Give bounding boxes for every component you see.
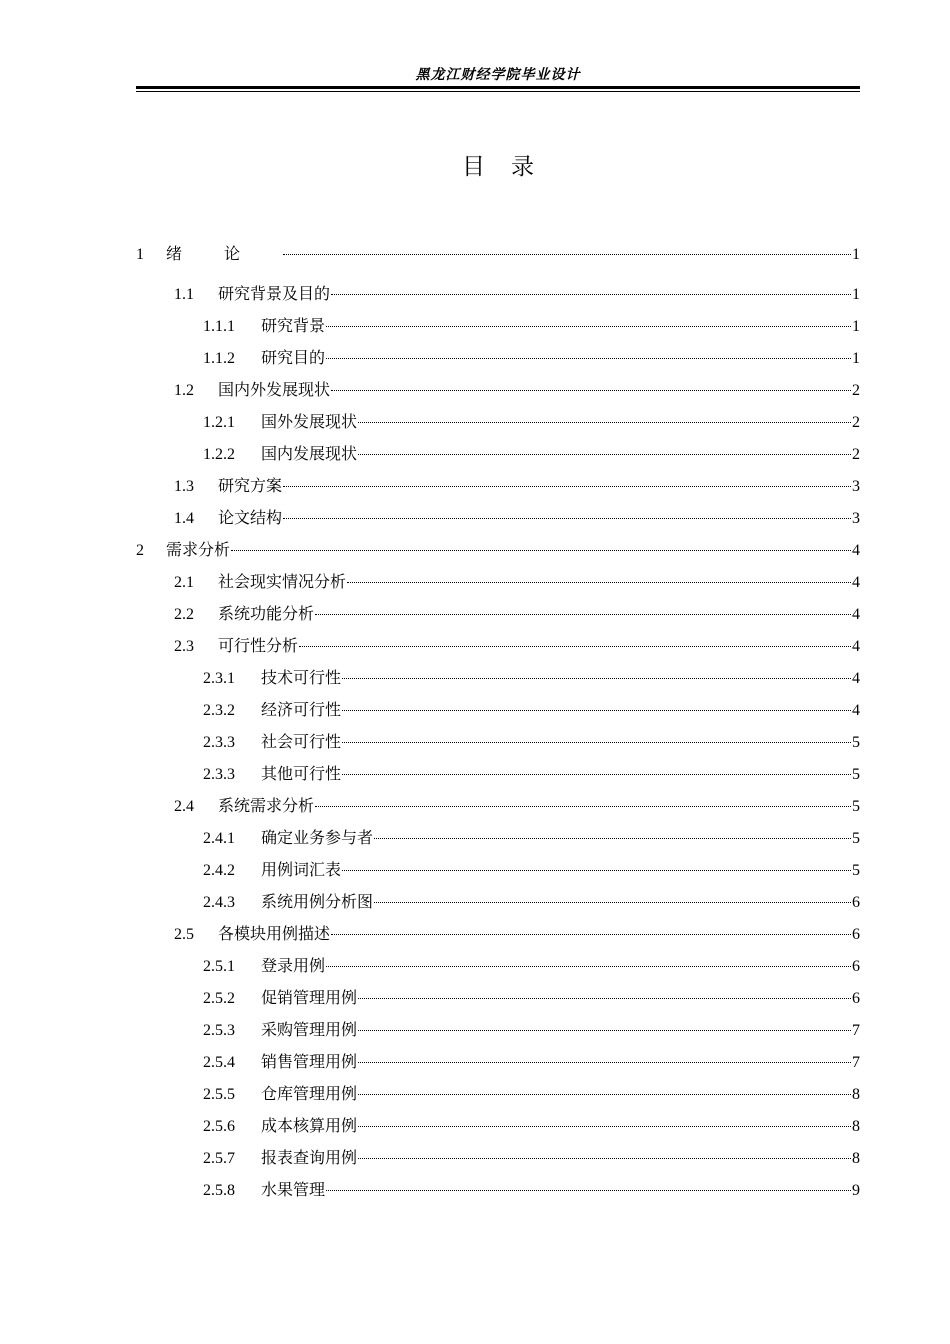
toc-entry-number: 2.3.3 — [203, 766, 235, 783]
toc-dot-leader — [342, 710, 851, 711]
toc-entry[interactable] — [136, 822, 860, 854]
toc-dot-leader — [326, 326, 851, 327]
toc-entry-title: 各模块用例描述 — [218, 924, 331, 943]
toc-entry-number: 1 — [136, 246, 144, 263]
toc-entry-page: 5 — [852, 734, 860, 751]
toc-entry[interactable] — [136, 1046, 860, 1078]
toc-entry-page: 1 — [852, 318, 860, 335]
toc-entry-number: 1.1.2 — [203, 350, 235, 367]
toc-entry-page: 8 — [852, 1118, 860, 1135]
toc-entry[interactable] — [136, 982, 860, 1014]
toc-entry-number: 2 — [136, 542, 144, 559]
toc-entry[interactable] — [136, 502, 860, 534]
toc-entry-page: 4 — [852, 574, 860, 591]
toc-entry-title: 论文结构 — [218, 508, 283, 527]
toc-entry[interactable] — [136, 694, 860, 726]
toc-dot-leader — [342, 870, 851, 871]
toc-entry-page: 3 — [852, 478, 860, 495]
toc-entry-page: 6 — [852, 894, 860, 911]
toc-dot-leader — [358, 1094, 851, 1095]
header-rule-thick — [136, 86, 860, 89]
toc-entry-title: 确定业务参与者 — [261, 828, 374, 847]
header-rule-thin — [136, 91, 860, 92]
toc-entry-title: 绪论 — [166, 244, 283, 263]
toc-entry-page: 4 — [852, 702, 860, 719]
toc-entry-number: 2.5.8 — [203, 1182, 235, 1199]
toc-entry-page: 5 — [852, 798, 860, 815]
toc-entry-page: 5 — [852, 766, 860, 783]
toc-entry-number: 2.5.3 — [203, 1022, 235, 1039]
toc-entry-title: 国内发展现状 — [261, 444, 358, 463]
toc-dot-leader — [315, 806, 851, 807]
toc-dot-leader — [326, 966, 851, 967]
toc-dot-leader — [358, 1126, 851, 1127]
toc-entry-page: 7 — [852, 1054, 860, 1071]
toc-entry-number: 1.2 — [174, 382, 194, 399]
toc-dot-leader — [342, 678, 851, 679]
toc-entry-title: 研究背景及目的 — [218, 284, 331, 303]
toc-entry-title: 系统用例分析图 — [261, 892, 374, 911]
toc-entry[interactable] — [136, 1142, 860, 1174]
toc-entry-page: 4 — [852, 542, 860, 559]
toc-entry-number: 2.4.2 — [203, 862, 235, 879]
toc-entry-title: 社会可行性 — [261, 732, 342, 751]
toc-entry-number: 2.4 — [174, 798, 194, 815]
toc-entry-title: 销售管理用例 — [261, 1052, 358, 1071]
toc-entry[interactable] — [136, 886, 860, 918]
toc-dot-leader — [358, 454, 851, 455]
toc-entry-title: 其他可行性 — [261, 764, 342, 783]
toc-entry[interactable] — [136, 630, 860, 662]
toc-dot-leader — [374, 902, 851, 903]
toc-entry-title: 研究方案 — [218, 476, 283, 495]
toc-entry-title: 登录用例 — [261, 956, 326, 975]
toc-entry[interactable] — [136, 950, 860, 982]
toc-dot-leader — [283, 486, 851, 487]
toc-entry-title: 需求分析 — [166, 540, 231, 559]
toc-entry-page: 5 — [852, 862, 860, 879]
toc-dot-leader — [315, 614, 851, 615]
toc-entry[interactable] — [136, 374, 860, 406]
toc-dot-leader — [358, 1030, 851, 1031]
toc-entry-number: 2.5.1 — [203, 958, 235, 975]
toc-entry[interactable] — [136, 470, 860, 502]
toc-entry-number: 2.5.6 — [203, 1118, 235, 1135]
toc-dot-leader — [374, 838, 851, 839]
table-of-contents — [136, 238, 860, 1206]
toc-entry[interactable] — [136, 1110, 860, 1142]
toc-entry[interactable] — [136, 918, 860, 950]
toc-entry-number: 2.4.1 — [203, 830, 235, 847]
toc-entry-title: 系统功能分析 — [218, 604, 315, 623]
toc-entry[interactable] — [136, 278, 860, 310]
toc-entry-number: 1.2.1 — [203, 414, 235, 431]
toc-entry-page: 4 — [852, 638, 860, 655]
toc-entry[interactable] — [136, 310, 860, 342]
toc-entry-title: 技术可行性 — [261, 668, 342, 687]
toc-entry[interactable] — [136, 726, 860, 758]
toc-dot-leader — [326, 1190, 851, 1191]
toc-entry-number: 2.3.2 — [203, 702, 235, 719]
toc-entry-title: 水果管理 — [261, 1180, 326, 1199]
toc-entry-title: 国内外发展现状 — [218, 380, 331, 399]
toc-entry-title: 社会现实情况分析 — [218, 572, 347, 591]
toc-entry[interactable] — [136, 566, 860, 598]
toc-entry-page: 8 — [852, 1150, 860, 1167]
toc-entry-number: 2.5.4 — [203, 1054, 235, 1071]
toc-entry[interactable] — [136, 662, 860, 694]
toc-dot-leader — [326, 358, 851, 359]
toc-dot-leader — [283, 518, 851, 519]
toc-entry-number: 1.1.1 — [203, 318, 235, 335]
toc-entry-page: 2 — [852, 382, 860, 399]
toc-entry-page: 2 — [852, 446, 860, 463]
toc-entry[interactable] — [136, 438, 860, 470]
toc-dot-leader — [358, 1062, 851, 1063]
toc-entry-page: 1 — [852, 286, 860, 303]
toc-dot-leader — [331, 934, 851, 935]
toc-dot-leader — [347, 582, 851, 583]
toc-entry-number: 2.5.2 — [203, 990, 235, 1007]
toc-title: 目录 — [462, 154, 560, 180]
toc-entry[interactable] — [136, 534, 860, 566]
toc-entry-title: 系统需求分析 — [218, 796, 315, 815]
toc-entry-title: 研究目的 — [261, 348, 326, 367]
running-header: 黑龙江财经学院毕业设计 — [415, 67, 581, 83]
toc-entry-page: 6 — [852, 926, 860, 943]
toc-entry-page: 8 — [852, 1086, 860, 1103]
toc-entry[interactable] — [136, 790, 860, 822]
toc-entry-title: 研究背景 — [261, 316, 326, 335]
toc-entry-page: 9 — [852, 1182, 860, 1199]
toc-entry-title: 国外发展现状 — [261, 412, 358, 431]
toc-entry-title: 成本核算用例 — [261, 1116, 358, 1135]
toc-entry-number: 2.2 — [174, 606, 194, 623]
toc-entry-page: 7 — [852, 1022, 860, 1039]
toc-entry[interactable] — [136, 758, 860, 790]
toc-entry-number: 2.4.3 — [203, 894, 235, 911]
toc-dot-leader — [299, 646, 851, 647]
toc-dot-leader — [331, 390, 851, 391]
toc-entry-page: 6 — [852, 990, 860, 1007]
toc-entry[interactable] — [136, 598, 860, 630]
toc-entry-title: 采购管理用例 — [261, 1020, 358, 1039]
toc-entry-number: 2.3.1 — [203, 670, 235, 687]
toc-entry[interactable] — [136, 1014, 860, 1046]
toc-entry-title: 报表查询用例 — [261, 1148, 358, 1167]
toc-entry-page: 1 — [852, 350, 860, 367]
toc-entry-page: 2 — [852, 414, 860, 431]
toc-dot-leader — [358, 1158, 851, 1159]
toc-entry[interactable] — [136, 854, 860, 886]
toc-entry-number: 1.1 — [174, 286, 194, 303]
toc-dot-leader — [331, 294, 851, 295]
toc-entry-number: 1.2.2 — [203, 446, 235, 463]
toc-entry-number: 2.5.7 — [203, 1150, 235, 1167]
toc-entry-title: 仓库管理用例 — [261, 1084, 358, 1103]
toc-dot-leader — [283, 254, 851, 255]
toc-entry-page: 6 — [852, 958, 860, 975]
toc-entry[interactable] — [136, 1174, 860, 1206]
toc-dot-leader — [358, 998, 851, 999]
toc-dot-leader — [231, 550, 851, 551]
toc-entry-number: 2.3 — [174, 638, 194, 655]
toc-entry-number: 2.1 — [174, 574, 194, 591]
toc-dot-leader — [342, 774, 851, 775]
toc-entry-number: 1.3 — [174, 478, 194, 495]
toc-dot-leader — [342, 742, 851, 743]
toc-entry[interactable] — [136, 342, 860, 374]
toc-entry[interactable] — [136, 238, 860, 278]
toc-entry-title: 用例词汇表 — [261, 860, 342, 879]
toc-entry-number: 2.3.3 — [203, 734, 235, 751]
toc-entry-page: 1 — [852, 246, 860, 263]
toc-entry-number: 2.5 — [174, 926, 194, 943]
toc-entry-title: 可行性分析 — [218, 636, 299, 655]
toc-entry-page: 3 — [852, 510, 860, 527]
toc-entry-title: 经济可行性 — [261, 700, 342, 719]
toc-entry-page: 4 — [852, 606, 860, 623]
toc-dot-leader — [358, 422, 851, 423]
toc-entry[interactable] — [136, 1078, 860, 1110]
toc-entry[interactable] — [136, 406, 860, 438]
toc-entry-number: 2.5.5 — [203, 1086, 235, 1103]
toc-entry-title: 促销管理用例 — [261, 988, 358, 1007]
toc-entry-page: 4 — [852, 670, 860, 687]
toc-entry-number: 1.4 — [174, 510, 194, 527]
toc-entry-page: 5 — [852, 830, 860, 847]
